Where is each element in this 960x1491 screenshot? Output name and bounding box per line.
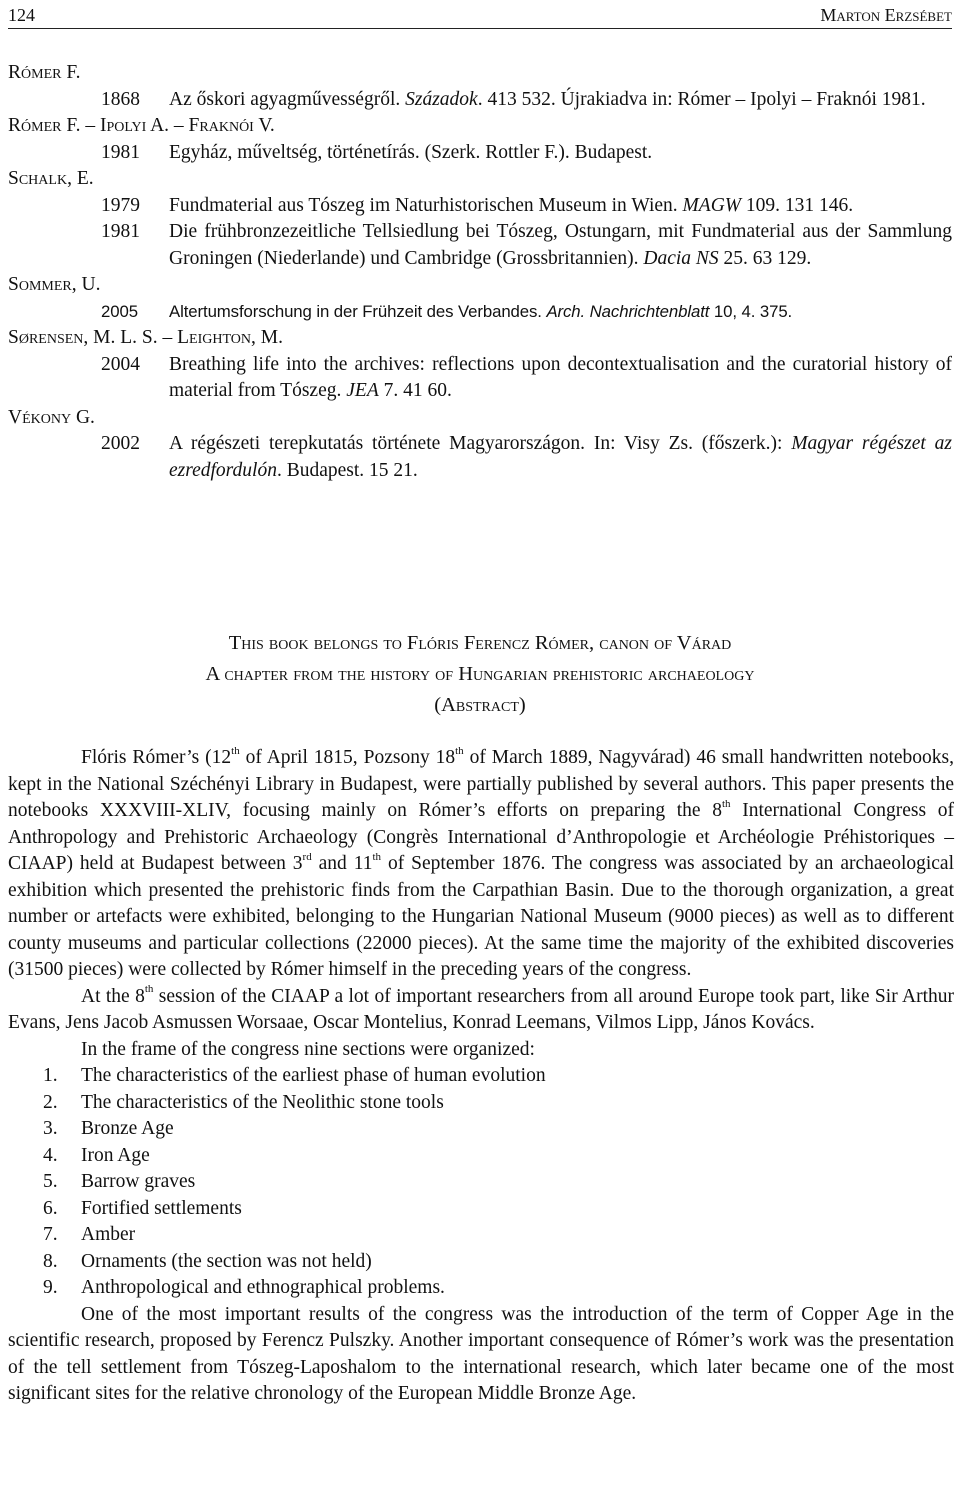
bib-entry	[8, 299, 952, 326]
sections-list	[8, 1063, 954, 1302]
bib-text: . 413 532. Újrakiadva in: Rómer – Ipolyi – Fraknói 1981.	[477, 88, 926, 110]
abstract-paragraph	[8, 745, 954, 984]
bib-text: Fundmaterial aus Tószeg im Naturhistorischen Museum in Wien.	[169, 194, 683, 216]
list-item	[8, 1116, 954, 1143]
text-run: of April 1815, Pozsony 18	[239, 747, 456, 768]
list-number: 2.	[43, 1091, 58, 1113]
bib-text: Breathing life into the archives: reflections upon decontextualisation and the curatorial history of material from Tószeg.	[169, 353, 952, 401]
superscript: th	[144, 983, 154, 995]
bib-entry	[8, 352, 952, 405]
text-run: of September 1876. The congress was associated by an archaeological exhibition which presented the prehistoric finds from the Carpathian Basin. Due to the thorough organization, a great number or artefacts were exhibited, belonging to the Hungarian National Museum (9000 pieces) as well as to different county museums and particular collections (22000 pieces). At the same time the majority of the exhibited discoveries (31500 pieces) were collected by Rómer himself in the preceding years of the congress.	[8, 853, 955, 980]
bib-author: Rómer F. – Ipolyi A. – Fraknói V.	[8, 115, 275, 136]
list-text: Anthropological and ethnographical problems.	[81, 1277, 445, 1298]
bib-journal: Századok	[405, 88, 478, 110]
bib-text: Egyház, műveltség, történetírás. (Szerk. Rottler F.). Budapest.	[169, 141, 653, 163]
bib-author: Rómer F.	[8, 62, 81, 83]
list-number: 9.	[43, 1277, 58, 1298]
list-number: 1.	[43, 1065, 58, 1086]
text-run: At the 8	[81, 985, 145, 1007]
bib-text: 7. 41 60.	[378, 380, 452, 401]
bib-entry	[8, 219, 952, 272]
list-number: 4.	[43, 1144, 58, 1166]
abstract-heading	[0, 628, 960, 721]
list-item	[8, 1196, 954, 1223]
list-number: 8.	[43, 1250, 58, 1272]
list-text: The characteristics of the Neolithic stone tools	[81, 1091, 444, 1113]
bib-text: Altertumsforschung in der Frühzeit des Verbandes.	[169, 301, 547, 321]
bib-journal: Arch. Nachrichtenblatt	[546, 301, 710, 321]
bib-year: 1979	[101, 194, 140, 216]
superscript: th	[722, 797, 731, 810]
bib-text: . Budapest. 15 21.	[276, 459, 418, 481]
list-text: Barrow graves	[81, 1171, 196, 1192]
list-text: Fortified settlements	[81, 1197, 242, 1219]
bib-year: 2004	[101, 353, 140, 375]
list-text: Ornaments (the section was not held)	[81, 1250, 372, 1272]
running-header	[8, 2, 952, 29]
list-text: Bronze Age	[81, 1118, 174, 1139]
bib-entry	[8, 193, 952, 220]
list-item	[8, 1063, 954, 1090]
list-text: The characteristics of the earliest phase of human evolution	[81, 1065, 546, 1086]
bib-journal: JEA	[346, 380, 379, 401]
bib-text: Die frühbronzezeitliche Tellsiedlung bei Tószeg, Ostungarn, mit Fundmaterial aus der Sammlung Groningen (Niederlande) und Cambridge (Grossbritannien).	[169, 221, 952, 269]
text-run: Flóris Rómer’s (12	[81, 747, 232, 768]
bib-text: A régészeti terepkutatás története Magyarországon. In: Visy Zs. (főszerk.):	[169, 433, 792, 454]
bib-entry	[8, 140, 952, 167]
list-number: 5.	[43, 1171, 58, 1192]
bib-author: Vékony G.	[8, 406, 95, 428]
list-number: 6.	[43, 1197, 58, 1219]
abstract-paragraph: In the frame of the congress nine sections were organized:	[81, 1038, 535, 1060]
abstract-paragraph	[8, 984, 954, 1037]
list-item	[8, 1222, 954, 1249]
bib-entry	[8, 87, 952, 114]
text-run: and 11	[311, 853, 373, 874]
abstract-body	[8, 745, 954, 1408]
bib-entry	[8, 431, 952, 484]
list-text: Amber	[81, 1224, 136, 1245]
list-item	[8, 1090, 954, 1117]
abstract-title-line-1: This book belongs to Flóris Ferencz Rómer, canon of Várad	[228, 632, 732, 654]
list-number: 7.	[43, 1224, 58, 1245]
bib-year: 1981	[101, 221, 140, 242]
text-run: session of the CIAAP a lot of important researchers from all around Europe took part, like Sir Arthur Evans, Jens Jacob Asmussen Worsaae, Oscar Montelius, Konrad Leemans, Vilmos Lipp, János Kovács.	[8, 985, 954, 1033]
list-number: 3.	[43, 1118, 58, 1139]
bib-year: 1981	[101, 141, 140, 163]
list-item	[8, 1249, 954, 1276]
bib-author: Schalk, E.	[8, 168, 94, 189]
bibliography	[8, 60, 952, 484]
bib-year: 2005	[101, 301, 138, 321]
bib-journal: Dacia NS	[643, 247, 719, 269]
text-run: International Congress of Anthropology and Prehistoric Archaeology (Congrès International d’Anthropologie et Archéologie Préhistoriques – CIAAP) held at Budapest between 3	[8, 800, 955, 874]
superscript: th	[455, 744, 464, 757]
bib-journal: Magyar régészet az ezredfordulón	[169, 433, 952, 481]
abstract-title-line-2: A chapter from the history of Hungarian prehistoric archaeology	[205, 663, 755, 685]
bib-author: Sørensen, M. L. S. – Leighton, M.	[8, 327, 283, 348]
page-number: 124	[8, 5, 35, 25]
superscript: th	[372, 850, 382, 863]
list-item	[8, 1143, 954, 1170]
list-text: Iron Age	[81, 1144, 150, 1166]
bib-journal: MAGW	[682, 194, 742, 216]
list-item	[8, 1169, 954, 1196]
list-item	[8, 1275, 954, 1302]
superscript: rd	[302, 850, 312, 863]
bib-text: 25. 63 129.	[718, 247, 812, 269]
text-run: of March 1889, Nagyvárad) 46 small handwritten notebooks, kept in the National Széchényi Library in Budapest, were partially published by several authors. This paper presents the notebooks XXXVIII-XLIV, focusing mainly on Rómer’s efforts on preparing the 8	[8, 747, 955, 821]
running-author: Marton Erzsébet	[820, 5, 952, 25]
abstract-paragraph: One of the most important results of the congress was the introduction of the term of Copper Age in the scientific research, proposed by Ferencz Pulszky. Another important consequence of Rómer’s work was the presentation of the tell settlement from Tószeg-Laposhalom to the international research, which later became one of the most significant sites for the relative chronology of the European Middle Bronze Age.	[8, 1303, 954, 1404]
bib-text: 10, 4. 375.	[709, 301, 793, 321]
bib-year: 2002	[101, 433, 140, 454]
abstract-title-line-3: (Abstract)	[434, 694, 526, 716]
bib-author: Sommer, U.	[8, 274, 101, 295]
bib-text: 109. 131 146.	[741, 194, 854, 216]
bib-year: 1868	[101, 88, 140, 110]
bib-text: Az őskori agyagművességről.	[169, 88, 406, 110]
superscript: th	[231, 744, 240, 757]
